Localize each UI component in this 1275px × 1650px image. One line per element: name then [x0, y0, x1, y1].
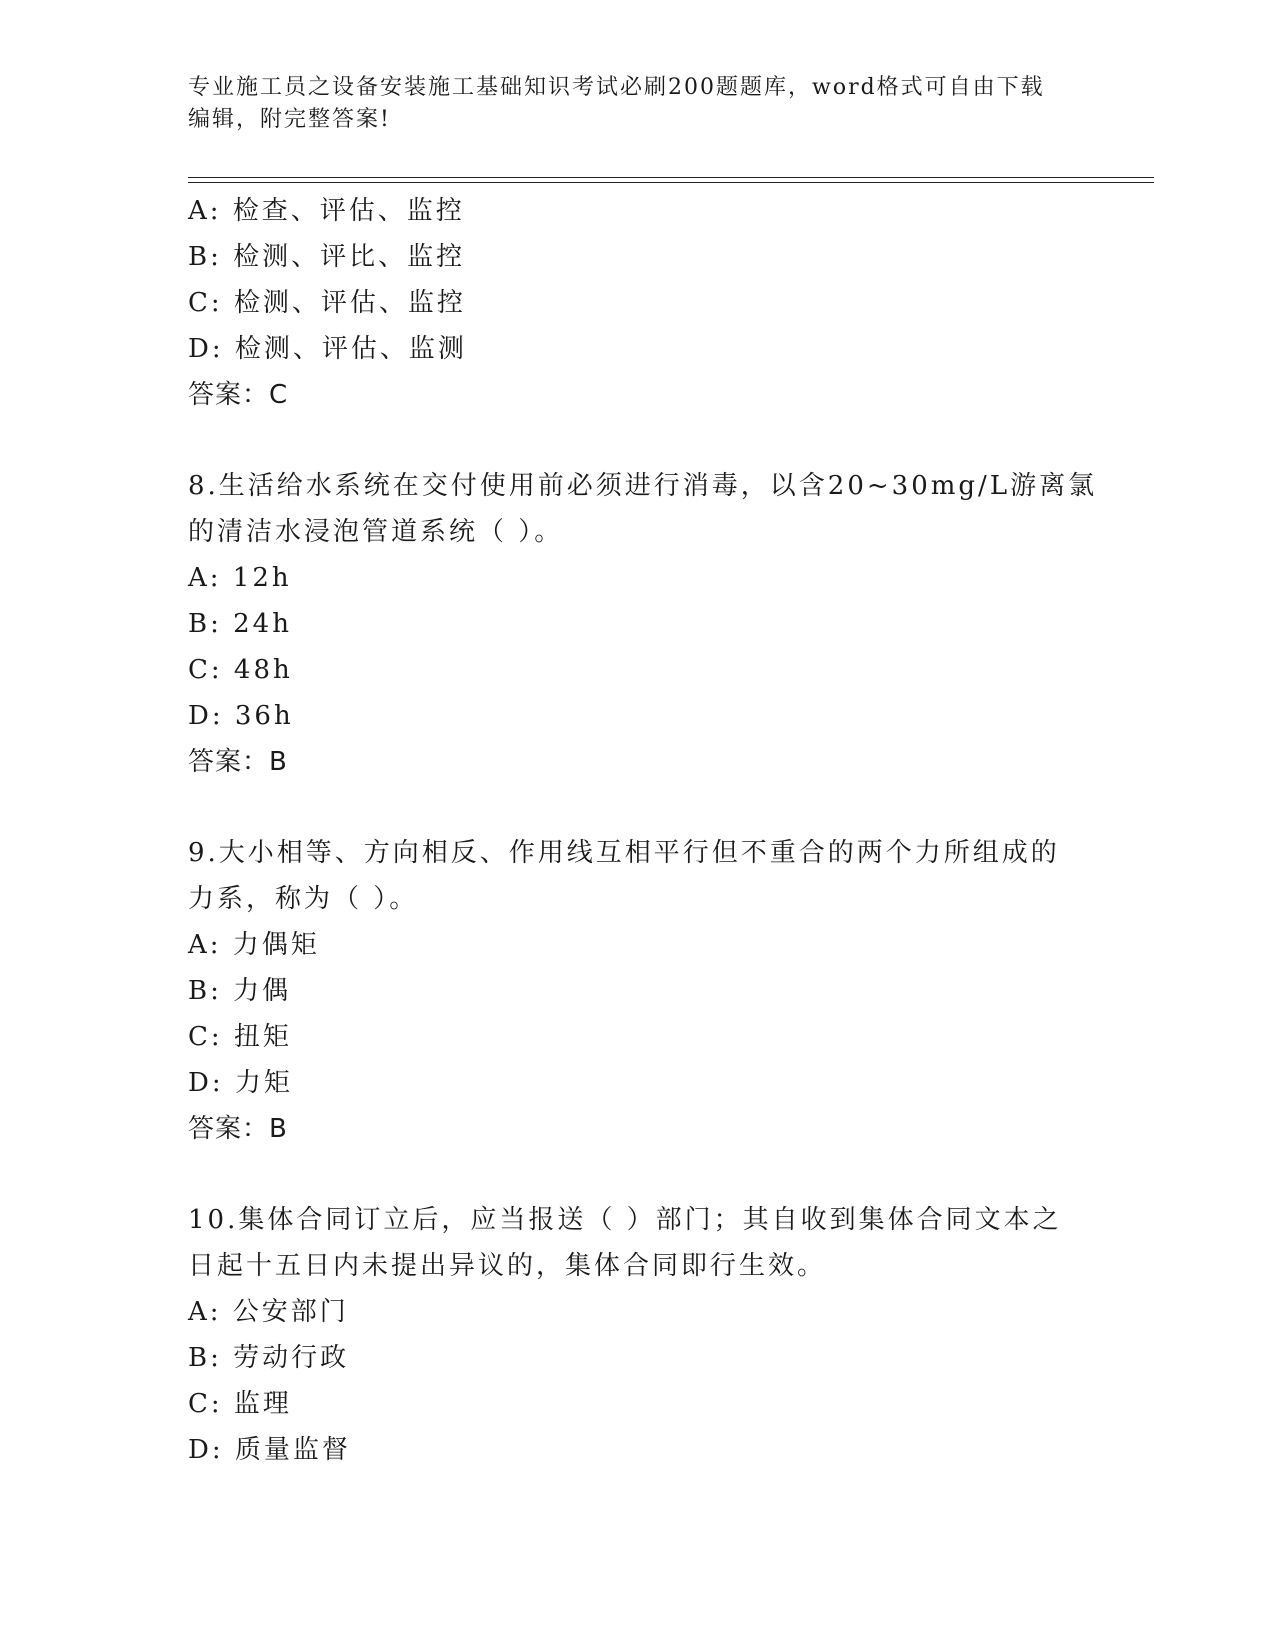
option-a: A: 力偶矩	[188, 930, 320, 960]
option-a: A: 12h	[188, 563, 292, 593]
header-title-line-1: 专业施工员之设备安装施工基础知识考试必刷200题题库，word格式可自由下载	[188, 75, 1045, 100]
question-spacer	[188, 418, 1068, 463]
option-c: C: 扭矩	[188, 1022, 292, 1052]
question-spacer	[188, 1152, 1068, 1197]
document-header	[188, 72, 1068, 136]
question-stem-line-1: 8.生活给水系统在交付使用前必须进行消毒，以含20~30mg/L游离氯	[188, 471, 1098, 501]
header-divider-top	[188, 177, 1154, 178]
question-stem-line-1: 9.大小相等、方向相反、作用线互相平行但不重合的两个力所组成的	[188, 838, 1060, 868]
question-list	[188, 188, 1098, 1473]
answer-line: 答案：C	[188, 380, 289, 410]
question-stem-line-2: 的清洁水浸泡管道系统（ ）。	[188, 517, 564, 547]
question-stem-line-1: 10.集体合同订立后，应当报送（ ）部门；其自收到集体合同文本之	[188, 1205, 1062, 1235]
option-d: D: 力矩	[188, 1068, 293, 1098]
option-d: D: 36h	[188, 701, 294, 731]
question-8	[188, 463, 1098, 785]
option-c: C: 检测、评估、监控	[188, 288, 466, 318]
option-c: C: 监理	[188, 1389, 292, 1419]
header-title-line-2: 编辑，附完整答案!	[188, 107, 391, 132]
answer-line: 答案：B	[188, 747, 288, 777]
question-9	[188, 830, 1068, 1152]
option-b: B: 24h	[188, 609, 292, 639]
option-b: B: 检测、评比、监控	[188, 242, 466, 272]
option-a: A: 检查、评估、监控	[188, 196, 465, 226]
question-10	[188, 1197, 1068, 1473]
option-a: A: 公安部门	[188, 1297, 349, 1327]
option-c: C: 48h	[188, 655, 293, 685]
header-divider-bottom	[188, 182, 1154, 183]
option-b: B: 力偶	[188, 976, 292, 1006]
question-spacer	[188, 785, 1068, 830]
option-d: D: 检测、评估、监测	[188, 334, 467, 364]
question-7	[188, 188, 1068, 418]
question-stem-line-2: 力系，称为（ ）。	[188, 884, 419, 914]
question-stem-line-2: 日起十五日内未提出异议的，集体合同即行生效。	[188, 1251, 827, 1281]
answer-line: 答案：B	[188, 1114, 288, 1144]
option-d: D: 质量监督	[188, 1435, 351, 1465]
option-b: B: 劳动行政	[188, 1343, 350, 1373]
